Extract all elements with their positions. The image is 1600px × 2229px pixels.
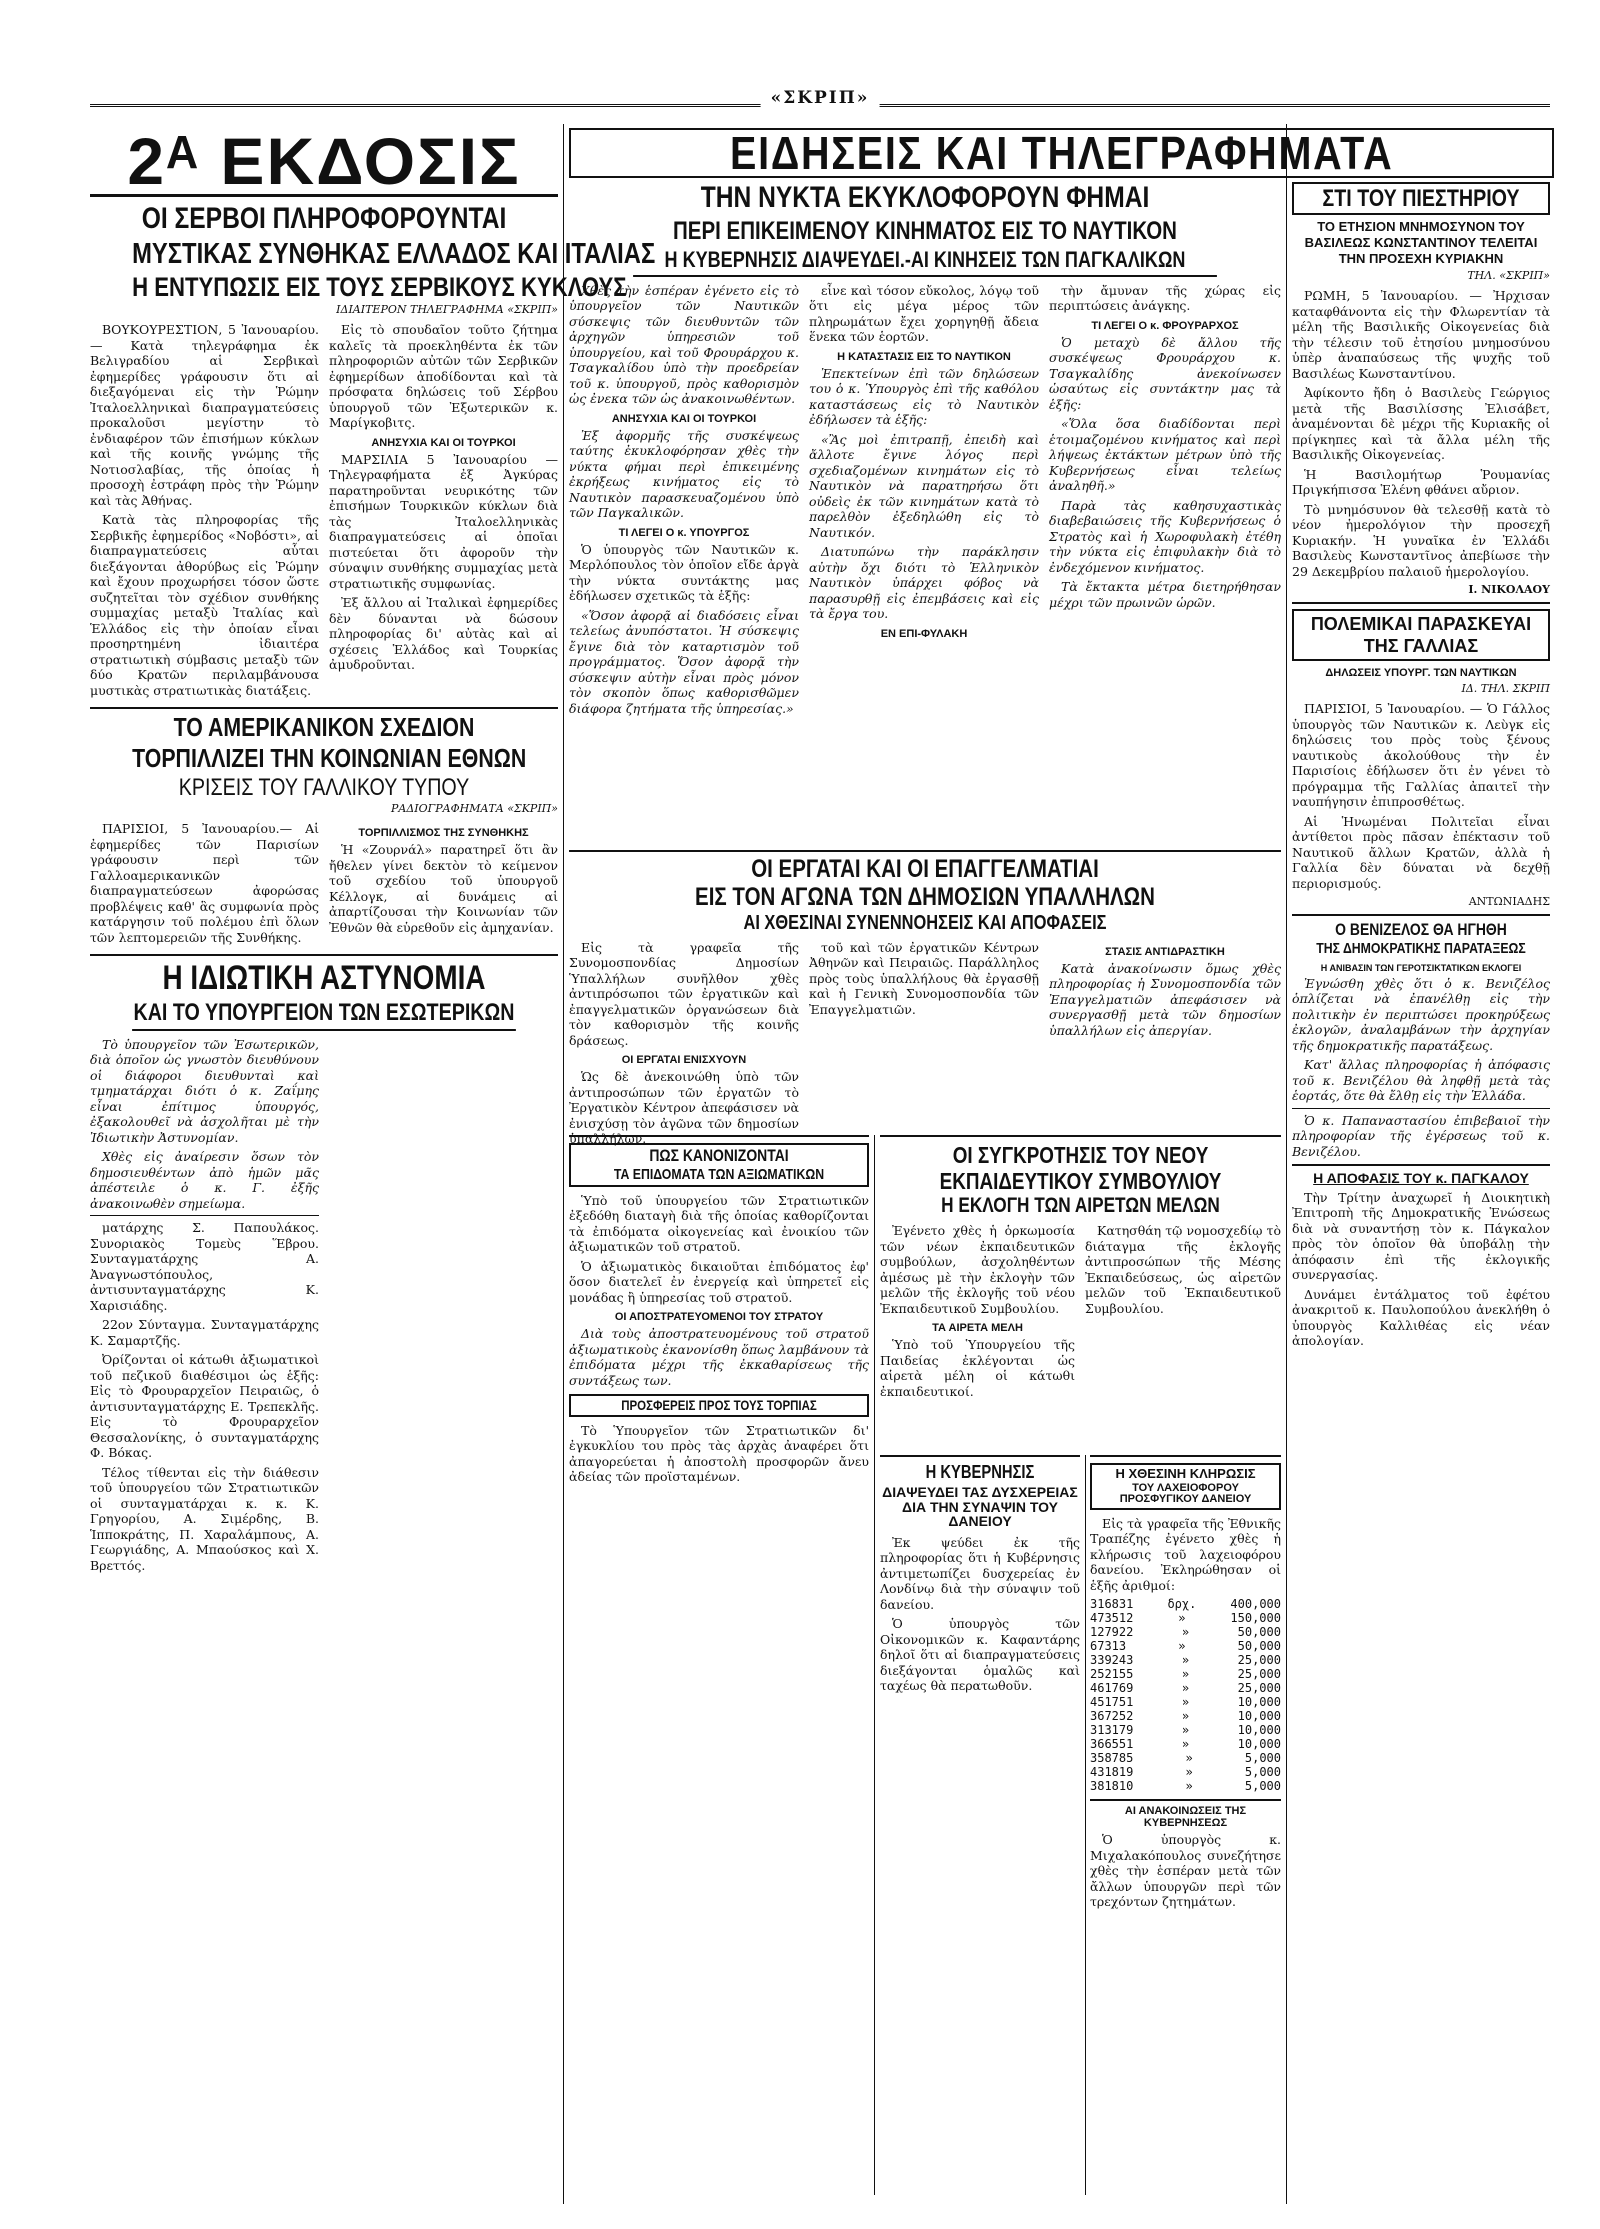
article-american-col2: [329, 821, 558, 949]
headline-refugee-loan: ΤΟΥ ΛΑΧΕΙΟΦΟΡΟΥ ΠΡΟΣΦΥΓΙΚΟΥ ΔΑΝΕΙΟΥ: [1119, 1481, 1252, 1506]
divider: [1292, 1164, 1550, 1166]
subheading: ΟΙ ΑΠΟΣΤΡΑΤΕΥΟΜΕΝΟΙ ΤΟΥ ΣΤΡΑΤΟΥ: [614, 1311, 824, 1324]
masthead: [90, 88, 1550, 118]
lottery-number: 358785: [1090, 1751, 1134, 1766]
article-american: [90, 821, 558, 949]
subheading: Η ΑΝΙΒΑΣΙΝ ΤΩΝ ΓΕΡΟΤΣΙΚΤΑΤΙΚΩΝ ΕΚΛΟΓΕΙ: [1320, 962, 1522, 973]
paragraph: Ἀφίκοντο ἤδη ὁ Βασιλεὺς Γεώργιος μετὰ τῆς Βασιλίσσης Ἐλισάβετ, ἀναμένονται δὲ μέχρι τῆς Κυριακῆς οἱ πρίγκηπες καὶ τὰ ἄλλα μέλη τῆς Βασιλικῆς Οἰκογενείας.: [1292, 385, 1550, 463]
lottery-prize: 5,000: [1244, 1765, 1281, 1780]
lottery-number: 366551: [1090, 1737, 1134, 1752]
paragraph: τοῦ καὶ τῶν ἐργατικῶν Κέντρων Ἀθηνῶν καὶ Πειραιῶς. Παράλληλος πρὸς τοὺς ὑπαλλήλους θὰ ἐργασθῇ καὶ ἡ Γενικὴ Συνομοσπονδία τῶν Ἐπαγγελματιῶν.: [809, 939, 1039, 1017]
paragraph: εἶνε καὶ τόσον εὔκολος, λόγῳ τοῦ ὅτι εἰς μέγα μέρος τῶν πληρωμάτων ἔχει χορηγηθῇ ἄδεια ἕνεκα τῶν ἑορτῶν.: [809, 282, 1039, 345]
paragraph: Χθὲς εἰς ἀναίρεσιν ὅσων τὸν δημοσιευθέντων ἀπὸ ἡμῶν μᾶς ἀπέστειλε ὁ κ. Γ. ἐξῆς ἀνακοινωθὲν σημείωμα.: [90, 1149, 319, 1211]
paragraph: Ἡ Βασιλομήτωρ Ῥουμανίας Πριγκήπισσα Ἑλένη φθάνει αὔριον.: [1292, 466, 1550, 498]
article-police-col1: [90, 1037, 319, 1578]
paragraph: Ὀρίζονται οἱ κάτωθι ἀξιωματικοὶ τοῦ πεζικοῦ διαθέσιμοι ὡς ἑξῆς: Εἰς τὸ Φρουραρχεῖον Πειραιῶς, ὁ ἀντισυνταγματάρχης Ε. Τρεπεκλῆς. Εἰς τὸ Φρουραρχεῖον Θεσσαλονίκης, ὁ συνταγματάρχης Φ. Βόκας.: [90, 1352, 319, 1461]
lottery-number: 473512: [1090, 1611, 1134, 1626]
paragraph: Κατησθάη τῷ νομοσχεδίῳ τὸ διάταγμα τῆς ἐκλογῆς ἀντιπροσώπων τῆς Μέσης Ἐκπαιδεύσεως, ὡς αἱρετῶν μελῶν τοῦ Ἐκπαιδευτικοῦ Συμβουλίου.: [1085, 1223, 1281, 1316]
paragraph: Ἐπεκτείνων ἐπὶ τῶν δηλώσεων του ὁ κ. Ὑπουργὸς ἐπὶ τῆς καθόλου καταστάσεως εἰς τὸ Ναυτικὸν ἐδήλωσεν τὰ ἑξῆς:: [809, 365, 1039, 428]
divider: [90, 707, 558, 709]
paragraph: Τὸ μνημόσυνον θὰ τελεσθῇ κατὰ τὸ νέον ἡμερολόγιον τὴν προσεχῆ Κυριακήν. Ἡ γυναῖκα ἐν Ἑλλάδι Βασιλεὺς Κωνσταντῖνος ἀπεβίωσε τὴν 29 Δεκεμβρίου παλαιοῦ ἡμερολογίου.: [1292, 501, 1550, 579]
lottery-currency: »: [1181, 1695, 1190, 1710]
subheading: ΑΝΗΣΥΧΙΑ ΚΑΙ ΟΙ ΤΟΥΡΚΟΙ: [611, 412, 757, 425]
masthead-name: «ΣΚΡΙΠ»: [761, 88, 880, 108]
paragraph: Κατὰ τὰς πληροφορίας τῆς Σερβικῆς ἐφημερίδος «Νοβόστι», αἱ διαπραγματεύσεις αὗται διεξάγονται ἀθορύβως εἰς Ῥώμην καὶ ἔχουν προχωρήσει τόσον ὥστε συζητεῖται τὸν σχέδιον συνθήκης συμμαχίας μεταξὺ Ἰταλίας καὶ Ἑλλάδος εἰς τὴν ὁποίαν εἶναι προσηρτημένη ἰδιαιτέρα στρατιωτικὴ σύμβασις μεταξὺ τῶν δύο Κρατῶν περιλαμβάνουσα μυστικὰς στρατιωτικὰς διατάξεις.: [90, 512, 319, 698]
lottery-number: 451751: [1090, 1695, 1134, 1710]
article-american-col1: [90, 821, 319, 949]
lottery-row: [1090, 1639, 1281, 1653]
education-body: [880, 1223, 1281, 1403]
headline-war-prep: ΠΟΛΕΜΙΚΑΙ ΠΑΡΑΣΚΕΥΑΙ ΤΗΣ ΓΑΛΛΙΑΣ: [1310, 614, 1532, 657]
edition-title: 2ᴬ ΕΚΔΟΣΙΣ: [90, 128, 558, 197]
paragraph: Τὸ Ὑπουργεῖον τῶν Στρατιωτικῶν δι' ἐγκυκλίου του πρὸς τὰς ἀρχὰς ἀναφέρει ὅτι ἀπαγορεύεται ἡ ἀποστολὴ προσφορῶν ἄνευ ἀδείας τῶν προϊσταμένων.: [569, 1422, 869, 1485]
article-allowances: [569, 1135, 869, 2203]
paragraph: Ὑπὸ τοῦ ὑπουργείου τῶν Στρατιωτικῶν ἐξεδόθη διαταγὴ διὰ τῆς ὁποίας καθορίζονται τὰ ἐπιδόματα οἰκογενείας καὶ ἐνοικίου τῶν ἀξιωματικῶν τοῦ στρατοῦ.: [569, 1192, 869, 1255]
article-workers-col3: [1049, 940, 1281, 1151]
paragraph: Δυνάμει ἐντάλματος τοῦ ἐφέτου ἀνακριτοῦ κ. Παυλοπούλου ἀνεκλήθη ὁ ὑπουργὸς Καλλιθέας εἰς νέαν ἀπολογίαν.: [1292, 1286, 1550, 1349]
headline-private-police: Η ΙΔΙΩΤΙΚΗ ΑΣΤΥΝΟΜΙΑ: [162, 959, 486, 998]
lottery-prize: 25,000: [1237, 1653, 1281, 1668]
article-police: [90, 1037, 558, 1578]
headline-interior-ministry: ΚΑΙ ΤΟ ΥΠΟΥΡΓΕΙΟΝ ΤΩΝ ΕΣΩΤΕΡΙΚΩΝ: [132, 1000, 516, 1031]
headline-civil-servants: ΕΙΣ ΤΟΝ ΑΓΩΝΑ ΤΩΝ ΔΗΜΟΣΙΩΝ ΥΠΑΛΛΗΛΩΝ: [695, 883, 1155, 912]
paragraph: Διὰ τοὺς ἀποστρατευομένους τοῦ στρατοῦ ἀξιωματικοὺς ἐκανονίσθη ὅπως λαμβάνουν τὰ ἐπιδόματα μέχρι τῆς ἐκκαθαρίσεως τῆς συντάξεως των.: [569, 1326, 869, 1388]
headline-how-regulated: ΠΩΣ ΚΑΝΟΝΙΖΟΝΤΑΙ: [649, 1146, 789, 1165]
article-navy-rumors: [569, 182, 1281, 842]
headline-government: Η ΚΥΒΕΡΝΗΣΙΣ: [925, 1462, 1035, 1482]
headline-election: Η ΕΚΛΟΓΗ ΤΩΝ ΑΙΡΕΤΩΝ ΜΕΛΩΝ: [941, 1194, 1220, 1218]
lottery-number: 67313: [1090, 1639, 1127, 1654]
press-box: [1292, 182, 1550, 215]
allowances-heading-box: [569, 1143, 869, 1187]
lottery-row: [1090, 1695, 1281, 1709]
education-col1: [880, 1223, 1075, 1403]
lottery-currency: »: [1185, 1751, 1193, 1766]
article-serbs-col2: [329, 322, 558, 702]
lottery-currency: »: [1181, 1737, 1190, 1752]
column-right: [1292, 182, 1550, 2202]
divider: [1292, 914, 1550, 916]
lottery-currency: »: [1181, 1625, 1190, 1640]
subheading: ΕΝ ΕΠΙ-ΦΥΛΑΚΗ: [880, 627, 968, 640]
paragraph: Τὰ ἔκτακτα μέτρα διετηρήθησαν μέχρι τῶν πρωινῶν ὡρῶν.: [1049, 579, 1281, 610]
paragraph: Ὁ μεταχὺ δὲ ἄλλου τῆς συσκέψεως Φρουράρχου κ. Τσαγκαλίδης ἀνεκοίνωσεν ὡσαύτως εἰς συντάκτην μας τὰ ἑξῆς:: [1049, 334, 1281, 412]
offers-heading-box: [569, 1394, 869, 1417]
headline-torpedoes: ΤΟΡΠΙΛΛΙΖΕΙ ΤΗΝ ΚΟΙΝΩΝΙΑΝ ΕΘΝΩΝ: [132, 742, 527, 773]
paragraph: Τὸ ὑπουργεῖον τῶν Ἐσωτερικῶν, διὰ ὁποῖον ὡς γνωστὸν διευθύνουν οἱ διάφοροι διευθυνταὶ καὶ τμηματάρχαι διότι ὁ κ. Ζαΐμης εἶναι ἐπίτιμος ὑπουργός, ἐξακολουθεῖ νὰ ἀσχολῆται μὲ τὴν Ἰδιωτικὴν Ἀστυνομίαν.: [90, 1036, 319, 1145]
article-workers: [569, 850, 1281, 1146]
paragraph: Εἰς τὰ γραφεῖα τῆς Ἐθνικῆς Τραπέζης ἐγένετο χθὲς ἡ κλήρωσις τοῦ λαχειοφόρου δανείου. Ἐκληρώθησαν οἱ ἑξῆς ἀριθμοί:: [1090, 1515, 1281, 1593]
paragraph: ΡΩΜΗ, 5 Ἰανουαρίου. — Ἠρχισαν καταφθάνοντα εἰς τὴν Φλωρεντίαν τὰ μέλη τῆς Βασιλικῆς Οἰκογενείας διὰ τὴν τέλεσιν τοῦ ἐτησίου μνημοσύνου ὑπὲρ ἀναπαύσεως τῆς ψυχῆς τοῦ Βασιλέως Κωνσταντίνου.: [1292, 288, 1550, 381]
paragraph: Ἐκ ψεύδει ἐκ τῆς πληροφορίας ὅτι ἡ Κυβέρνησις ἀντιμετωπίζει δυσχερείας ἐν Λονδίνῳ διὰ τὴν σύναψιν τοῦ δανείου.: [880, 1534, 1080, 1612]
lottery-currency: »: [1185, 1765, 1193, 1780]
lottery-row: [1090, 1723, 1281, 1737]
article-workers-col1: [569, 940, 799, 1151]
column-rule: [1085, 1455, 1086, 2195]
headline-loan-difficulties: ΔΙΑΨΕΥΔΕΙ ΤΑΣ ΔΥΣΧΕΡΕΙΑΣ ΔΙΑ ΤΗΝ ΣΥΝΑΨΙΝ ΤΟΥ ΔΑΝΕΙΟΥ: [882, 1483, 1078, 1530]
headline-lottery: Η ΧΘΕΣΙΝΗ ΚΛΗΡΩΣΙΣ: [1115, 1466, 1256, 1481]
headline-navy-coup: ΠΕΡΙ ΕΠΙΚΕΙΜΕΝΟΥ ΚΙΝΗΜΑΤΟΣ ΕΙΣ ΤΟ ΝΑΥΤΙΚΟΝ: [673, 216, 1177, 245]
paragraph: ΒΟΥΚΟΥΡΕΣΤΙΟΝ, 5 Ἰανουαρίου. — Κατὰ τηλεγράφημα ἐκ Βελιγραδίου αἱ Σερβικαὶ ἐφημερίδες γράφουσιν ὅτι αἱ διεξαγόμεναι εἰς τὴν Ῥώμην Ἰταλοελληνικαὶ διαπραγματεύσεις προκαλοῦσι μεγίστην τὸ ἐνδιαφέρον τῶν ἐπισήμων κύκλων καὶ τῆς κοινῆς γνώμης τῆς Νοτιοσλαβίας, τῆς ὁποίας ἡ προσοχὴ ἐστράφη πρὸς τὴν Ῥώμην καὶ τὰς Ἀθήνας.: [90, 322, 319, 508]
paragraph: Ὑπὸ τοῦ Ὑπουργείου τῆς Παιδείας ἐκλέγονται ὡς αἱρετὰ μέλη οἱ κάτωθι ἐκπαιδευτικοί.: [880, 1337, 1075, 1399]
lottery-row: [1090, 1765, 1281, 1779]
lottery-currency: »: [1181, 1681, 1190, 1696]
paragraph: Ὁ ἀξιωματικὸς δικαιοῦται ἐπιδόματος ἐφ' ὅσον διατελεῖ ἐν ἐνεργείᾳ καὶ ὑπηρετεῖ εἰς μονάδας ἢ ὑπηρεσίας τοῦ στρατοῦ.: [569, 1258, 869, 1305]
headline-impression: Η ΕΝΤΥΠΩΣΙΣ ΕΙΣ ΤΟΥΣ ΣΕΡΒΙΚΟΥΣ ΚΥΚΛΟΥΣ: [132, 271, 627, 302]
divider: [1292, 1108, 1550, 1109]
paragraph: «Ὅσον ἀφορᾷ αἱ διαδόσεις εἶναι τελείως ἀνυπόστατοι. Ἡ σύσκεψις ἔγινε διὰ τὸν καταρτισμὸν τοῦ προγράμματος. Ὅσον ἀφορᾷ τὴν σύσκεψιν αὐτὴν εἶναι πρὸς μόνον τὸν σκοπὸν ὅπως καθορισθῶμεν διάφορα ζητήματα τῆς ὑπηρεσίας.»: [569, 607, 799, 716]
headline-democratic: ΤΗΣ ΔΗΜΟΚΡΑΤΙΚΗΣ ΠΑΡΑΤΑΞΕΩΣ: [1316, 940, 1526, 958]
divider: [90, 954, 558, 956]
lottery-number: 316831: [1090, 1597, 1134, 1612]
article-education-council: [880, 1135, 1281, 1453]
subheading: ΑΝΗΣΥΧΙΑ ΚΑΙ ΟΙ ΤΟΥΡΚΟΙ: [371, 436, 516, 449]
lottery-number: 127922: [1090, 1625, 1134, 1640]
subheading: ΟΙ ΕΡΓΑΤΑΙ ΕΝΙΣΧΥΟΥΝ: [621, 1054, 747, 1066]
paragraph: ΠΑΡΙΣΙΟΙ, 5 Ἰανουαρίου. — Ὁ Γάλλος ὑπουργὸς τῶν Ναυτικῶν κ. Λεὺγκ εἰς δηλώσεις του πρὸς τοὺς ξένους ναυτικοὺς ἀκολούθους τὴν ἐν Παρισίοις ἐδήλωσεν ὅτι ἐν γένει τὸ πρόγραμμα τῆς Γαλλίας ἀπαιτεῖ τὴν ναυπήγησιν ἐπιπροσθέτως.: [1292, 701, 1550, 810]
paragraph: Αἱ Ἡνωμέναι Πολιτεῖαι εἶναι ἀντίθετοι πρὸς πᾶσαν ἐπέκτασιν τοῦ Ναυτικοῦ ἄλλων Κρατῶν, ἀλλὰ ἡ Γαλλία δὲν δύναται νὰ δεχθῇ περιορισμούς.: [1292, 813, 1550, 891]
headline-press: ΣΤΙ ΤΟΥ ΠΙΕΣΤΗΡΙΟΥ: [1322, 185, 1520, 212]
paragraph: τὴν ἄμυναν τῆς χώρας εἰς περιπτώσεις ἀνάγκης.: [1049, 282, 1281, 314]
headline-officer-allowances: ΤΑ ΕΠΙΔΟΜΑΤΑ ΤΩΝ ΑΞΙΩΜΑΤΙΚΩΝ: [613, 1165, 825, 1183]
news-banner-title: ΕΙΔΗΣΕΙΣ ΚΑΙ ΤΗΛΕΓΡΑΦΗΜΑΤΑ: [729, 127, 1394, 179]
headline-memorial: ΤΟ ΕΤΗΣΙΟΝ ΜΝΗΜΟΣΥΝΟΝ ΤΟΥ ΒΑΣΙΛΕΩΣ ΚΩΝΣΤΑΝΤΙΝΟΥ ΤΕΛΕΙΤΑΙ ΤΗΝ ΠΡΟΣΕΧΗ ΚΥΡΙΑΚΗΝ: [1304, 219, 1538, 267]
headline-american-plan: ΤΟ ΑΜΕΡΙΚΑΝΙΚΟΝ ΣΧΕΔΙΟΝ: [173, 712, 475, 743]
lottery-currency: »: [1181, 1667, 1190, 1682]
headline-pangalos: Η ΑΠΟΦΑΣΙΣ ΤΟΥ κ. ΠΑΓΚΑΛΟΥ: [1313, 1170, 1529, 1187]
lottery-number: 431819: [1090, 1765, 1134, 1780]
war-prep-box: [1292, 609, 1550, 661]
headline-consultations: ΑΙ ΧΘΕΣΙΝΑΙ ΣΥΝΕΝΝΟΗΣΕΙΣ ΚΑΙ ΑΠΟΦΑΣΕΙΣ: [743, 911, 1107, 934]
article-navy-body: [569, 283, 1281, 721]
article-navy-col3: [1049, 283, 1281, 721]
paragraph: Εἰς τὰ γραφεῖα τῆς Συνομοσπονδίας Δημοσίων Ὑπαλλήλων συνῆλθον χθὲς ἀντιπρόσωποι τῶν ἐργατικῶν καὶ ἐπαγγελματικῶν ὀργανώσεων διὰ τὸν καθορισμὸν τῆς κοινῆς δράσεως.: [569, 939, 799, 1048]
lottery-prize: 5,000: [1244, 1779, 1281, 1794]
paragraph: Ἐγνώσθη χθὲς ὅτι ὁ κ. Βενιζέλος ὁπλίζεται νὰ ἐπανέλθῃ εἰς τὴν πολιτικὴν ἐν περιπτώσει προκηρύξεως ἐκλογῶν, ἀναλαμβάνων τὴν ἀρχηγίαν τῆς δημοκρατικῆς παρατάξεως.: [1292, 975, 1550, 1053]
article-navy-col2: [809, 283, 1039, 721]
divider: [1292, 602, 1550, 604]
article-serbs-col1: [90, 322, 319, 702]
paragraph: Κατὰ ἀνακοίνωσιν ὅμως χθὲς πληροφορίας ἡ Συνομοσπονδία τῶν Ἐπαγγελματιῶν ἀπεφάσισεν νὰ συνεργασθῇ μετὰ τῶν δημοσίων ὑπαλλήλων εἰς ἀπεργίαν.: [1049, 960, 1281, 1038]
paragraph: Ὁ ὑπουργὸς τῶν Ναυτικῶν κ. Μερλόπουλος τὸν ὁποῖον εἴδε ἀργὰ τὴν νύκτα συντάκτης μας ἐδήλωσεν σχετικῶς τὰ ἑξῆς:: [569, 541, 799, 604]
paragraph: ΜΑΡΣΙΛΙΑ 5 Ἰανουαρίου — Τηλεγραφήματα ἐξ Ἀγκύρας παρατηροῦνται νευρικότης τῶν ἐπισήμων Τουρκικῶν κύκλων διὰ τὰς Ἰταλοελληνικὰς διαπραγματεύσεις αἱ ὁποῖαι πιστεύεται ὅτι ἀφοροῦν τὴν σύναψιν συνθήκης συμμαχίας μετὰ στρατιωτικῆς συμφωνίας.: [329, 451, 558, 591]
article-lottery: [1090, 1455, 1281, 2203]
lottery-row: [1090, 1681, 1281, 1695]
lottery-prize: 50,000: [1237, 1625, 1281, 1640]
lottery-heading-box: [1090, 1463, 1281, 1510]
paragraph: Ὡς δὲ ἀνεκοινώθη ὑπὸ τῶν ἀντιπροσώπων τῶν ἐργατῶν τὸ Ἐργατικὸν Κέντρον ἀπεφάσισεν νὰ ἐνισχύσῃ τὸν ἀγῶνα τῶν δημοσίων ὑπαλλήλων.: [569, 1069, 799, 1146]
headline-composition: ΟΙ ΣΥΓΚΡΟΤΗΣΙΣ ΤΟΥ ΝΕΟΥ: [952, 1142, 1209, 1168]
lottery-row: [1090, 1737, 1281, 1751]
headline-offers: ΠΡΟΣΦΕΡΕΙΣ ΠΡΟΣ ΤΟΥΣ ΤΟΡΠΙΑΣ: [621, 1397, 817, 1414]
lottery-prize: 25,000: [1237, 1667, 1281, 1682]
subheading: ΤΑ ΑΙΡΕΤΑ ΜΕΛΗ: [932, 1322, 1023, 1335]
divider: [90, 1215, 319, 1216]
lottery-row: [1090, 1751, 1281, 1765]
lottery-prize: 150,000: [1230, 1611, 1281, 1626]
headline-french-press: ΚΡΙΣΕΙΣ ΤΟΥ ΓΑΛΛΙΚΟΥ ΤΥΠΟΥ: [178, 773, 470, 801]
byline: ΙΔ. ΤΗΛ. ΣΚΡΙΠ: [1461, 682, 1550, 696]
paragraph: Ἐξ ἀφορμῆς τῆς συσκέψεως ταύτης ἐκυκλοφόρησαν χθὲς τὴν νύκτα φήμαι περὶ ἐπικειμένης ἐκρήξεως κινήματος εἰς τὸ Ναυτικὸν παρασκευαζομένου ὑπὸ τῶν Παγκαλικῶν.: [569, 427, 799, 521]
article-loan: [880, 1455, 1080, 2203]
lottery-prize: 10,000: [1237, 1695, 1281, 1710]
lottery-number: 367252: [1090, 1709, 1134, 1724]
paragraph: Διατυπώνω τὴν παράκλησιν αὐτὴν ὄχι διότι τὸ Ἑλληνικὸν Ναυτικὸν ὑπάρχει φόβος νὰ παρασυρθῇ εἰς ἐπεμβάσεις καὶ εἰς τὰ ἔργα του.: [809, 544, 1039, 622]
subheading: ΤΙ ΛΕΓΕΙ Ο κ. ΦΡΟΥΡΑΡΧΟΣ: [1091, 319, 1239, 332]
paragraph: Ὁ ὑπουργὸς κ. Μιχαλακόπουλος συνεζήτησε χθὲς τὴν ἑσπέραν μετὰ τῶν ἄλλων ὑπουργῶν περὶ τῶν τρεχόντων ζητημάτων.: [1090, 1832, 1281, 1910]
subheading: ΔΗΛΩΣΕΙΣ ΥΠΟΥΡΓ. ΤΩΝ ΝΑΥΤΙΚΩΝ: [1325, 667, 1517, 680]
column-rule: [563, 124, 564, 2204]
byline: ΡΑΔΙΟΓΡΑΦΗΜΑΤΑ «ΣΚΡΙΠ»: [390, 802, 558, 816]
lottery-currency: δρχ.: [1167, 1597, 1197, 1612]
article-police-col2: [329, 1037, 558, 1578]
subheading: Η ΚΑΤΑΣΤΑΣΙΣ ΕΙΣ ΤΟ ΝΑΥΤΙΚΟΝ: [837, 350, 1011, 363]
lottery-prize: 10,000: [1237, 1723, 1281, 1738]
education-col2: [1085, 1223, 1281, 1403]
lottery-currency: »: [1181, 1653, 1190, 1668]
byline: ΙΔΙΑΙΤΕΡΟΝ ΤΗΛΕΓΡΑΦΗΜΑ «ΣΚΡΙΠ»: [336, 303, 558, 317]
headline-workers: ΟΙ ΕΡΓΑΤΑΙ ΚΑΙ ΟΙ ΕΠΑΓΓΕΛΜΑΤΙΑΙ: [751, 855, 1099, 883]
lottery-prize: 400,000: [1230, 1597, 1281, 1612]
headline-education-council: ΕΚΠΑΙΔΕΥΤΙΚΟΥ ΣΥΜΒΟΥΛΙΟΥ: [939, 1168, 1222, 1195]
article-navy-col1: [569, 283, 799, 721]
lottery-row: [1090, 1625, 1281, 1639]
lottery-currency: »: [1181, 1709, 1190, 1724]
lottery-number: 313179: [1090, 1723, 1134, 1738]
lottery-row: [1090, 1709, 1281, 1723]
headline-government-denies: Η ΚΥΒΕΡΝΗΣΙΣ ΔΙΑΨΕΥΔΕΙ.-ΑΙ ΚΙΝΗΣΕΙΣ ΤΩΝ ΠΑΓΚΑΛΙΚΩΝ: [633, 248, 1217, 277]
lottery-currency: »: [1185, 1779, 1193, 1794]
paragraph: 22ον Σύνταγμα. Συνταγματάρχης Κ. Σαμαρτζῆς.: [90, 1317, 319, 1348]
lottery-row: [1090, 1779, 1281, 1793]
paragraph: ματάρχης Σ. Παπουλάκος. Συνοριακὸς Τομεὺς Ἕβρου. Συνταγματάρχης Α. Ἀναγνωστόπουλος, ἀντισυνταγματάρχης Κ. Χαρισιάδης.: [90, 1220, 319, 1313]
subheading: ΤΙ ΛΕΓΕΙ Ο κ. ΥΠΟΥΡΓΟΣ: [618, 526, 750, 539]
lottery-row: [1090, 1597, 1281, 1611]
lottery-table: [1090, 1597, 1281, 1793]
signature: Ι. ΝΙΚΟΛΑΟΥ: [1468, 583, 1550, 597]
lottery-currency: »: [1181, 1723, 1190, 1738]
subheading: ΑΙ ΑΝΑΚΟΙΝΩΣΕΙΣ ΤΗΣ ΚΥΒΕΡΝΗΣΕΩΣ: [1090, 1799, 1281, 1829]
paragraph: Ἐξ ἄλλου αἱ Ἰταλικαὶ ἐφημερίδες δὲν δύνανται νὰ δώσουν πληροφορίας δι' αὐτὰς καὶ αἱ σχέσεις Ἑλλάδος καὶ Τουρκίας ἀμυδροῦνται.: [329, 595, 558, 673]
column-rule: [874, 1135, 875, 2195]
lottery-prize: 10,000: [1237, 1709, 1281, 1724]
lottery-prize: 10,000: [1237, 1737, 1281, 1752]
headline-night-rumors: ΤΗΝ ΝΥΚΤΑ ΕΚΥΚΛΟΦΟΡΟΥΝ ΦΗΜΑΙ: [700, 181, 1150, 214]
paragraph: Χθὲς τὴν ἑσπέραν ἐγένετο εἰς τὸ ὑπουργεῖον τῶν Ναυτικῶν σύσκεψις τῶν διευθυντῶν τῶν ἀρχηγῶν ὑπηρεσιῶν τοῦ ὑπουργείου, καὶ τοῦ Φρουράρχου κ. Τσαγκαλίδου ὑπὸ τὴν προεδρείαν τοῦ κ. ὑπουργοῦ, πρὸς καθορισμὸν ὡς ἐνεκα τῶν ὡς ἀνακοινωθέντων.: [569, 282, 799, 407]
paragraph: «Ἂς μοὶ ἐπιτραπῇ, ἐπειδὴ καὶ ἄλλοτε ἔγινε λόγος περὶ σχεδιαζομένων κινημάτων εἰς τὸ Ναυτικὸν νὰ παρατηρήσω ὅτι οὐδεὶς ἐκ τῶν κινημάτων κατὰ τὸ παρελθὸν ἐξεδηλώθη εἰς τὸ Ναυτικόν.: [809, 431, 1039, 540]
lottery-number: 252155: [1090, 1667, 1134, 1682]
headline-serbs: ΟΙ ΣΕΡΒΟΙ ΠΛΗΡΟΦΟΡΟΥΝΤΑΙ: [141, 202, 507, 235]
article-workers-col2: [809, 940, 1039, 1151]
subheading: ΣΤΑΣΙΣ ΑΝΤΙΔΡΑΣΤΙΚΗ: [1105, 945, 1225, 958]
lottery-row: [1090, 1611, 1281, 1625]
paragraph: Τὴν Τρίτην ἀναχωρεῖ ἡ Διοικητικὴ Ἐπιτροπὴ τῆς Δημοκρατικῆς Ἑνώσεως διὰ νὰ συναντήσῃ τὸν κ. Πάγκαλον πρὸς τὸν ὁποῖον θὰ ὑποβάλῃ τὴν ἀπόφασιν ἐπὶ τῆς ἐκλογικῆς συνεργασίας.: [1292, 1189, 1550, 1283]
headline-venizelos: Ο ΒΕΝΙΖΕΛΟΣ ΘΑ ΗΓΗΘΗ: [1335, 920, 1507, 940]
article-serbs: [90, 322, 558, 702]
paragraph: Παρὰ τὰς καθησυχαστικὰς διαβεβαιώσεις τῆς Κυβερνήσεως ὁ Στρατὸς καὶ ἡ Χωροφυλακὴ ἐτέθη τὴν νύκτα εἰς ἐπιφυλακὴν διὰ τὸ ἐνδεχόμενον κινήματος.: [1049, 497, 1281, 575]
lottery-row: [1090, 1667, 1281, 1681]
signature: ΑΝΤΩΝΙΑΔΗΣ: [1468, 895, 1550, 909]
article-workers-body: [569, 940, 1281, 1151]
paragraph: Εἰς τὸ σπουδαῖον τοῦτο ζήτημα καλεῖς τὰ προεκληθέντα ἐκ τῶν πληροφοριῶν αὐτῶν τῶν Σερβικῶν ἐφημερίδων ἀποδίδονται καὶ τὰ πρόσφατα δηλώσεις τοῦ Σέρβου ὑπουργοῦ τῶν Ἐξωτερικῶν κ. Μαρίγκοβιτς.: [329, 322, 558, 431]
paragraph: Κατ' ἄλλας πληροφορίας ἡ ἀπόφασις τοῦ κ. Βενιζέλου θὰ ληφθῇ μετὰ τὰς ἑορτάς, ὅτε θὰ ἔλθῃ εἰς τὴν Ἑλλάδα.: [1292, 1057, 1550, 1104]
paragraph: «Ὅλα ὅσα διαδίδονται περὶ ἑτοιμαζομένου κινήματος καὶ περὶ λήψεως ἐκτάκτων μέτρων ὑπὸ τῆς Κυβερνήσεως εἶναι τελείως ἀναληθῆ.»: [1049, 416, 1281, 494]
lottery-prize: 25,000: [1237, 1681, 1281, 1696]
headline-secret-treaty: ΜΥΣΤΙΚΑΣ ΣΥΝΘΗΚΑΣ ΕΛΛΑΔΟΣ ΚΑΙ ΙΤΑΛΙΑΣ: [132, 237, 656, 270]
paragraph: Τέλος τίθενται εἰς τὴν διάθεσιν τοῦ ὑπουργείου τῶν Στρατιωτικῶν οἱ συνταγματάρχαι κ. κ. Κ. Γρηγορίου, Α. Σιμέρδης, Β. Ἱπποκράτης, Π. Χαραλάμπους, Α. Γεωργιάδης, Α. Μπαούσκος καὶ Χ. Βρεττός.: [90, 1464, 319, 1573]
subheading: ΤΟΡΠΙΛΛΙΣΜΟΣ ΤΗΣ ΣΥΝΘΗΚΗΣ: [358, 827, 529, 840]
news-banner: [569, 128, 1554, 178]
column-left: [90, 124, 656, 2188]
paragraph: Ὁ κ. Παπαναστασίου ἐπιβεβαιοῖ τὴν πληροφορίαν τῆς ἐγέρσεως τοῦ κ. Βενιζέλου.: [1292, 1112, 1550, 1159]
paragraph: Ἐγένετο χθὲς ἡ ὁρκωμοσία τῶν νέων ἐκπαιδευτικῶν συμβούλων, ἀσχοληθέντων ἀμέσως μὲ τὴν ἐκλογὴν τῶν μελῶν τῆς ἐκλογῆς τοῦ νέου Ἐκπαιδευτικοῦ Συμβουλίου.: [880, 1223, 1075, 1316]
lottery-currency: »: [1178, 1611, 1186, 1626]
lottery-number: 381810: [1090, 1779, 1134, 1794]
lottery-prize: 5,000: [1244, 1751, 1281, 1766]
lottery-currency: »: [1178, 1639, 1186, 1654]
lottery-prize: 50,000: [1237, 1639, 1281, 1654]
lottery-row: [1090, 1653, 1281, 1667]
paragraph: Ἡ «Ζουρνάλ» παρατηρεῖ ὅτι ἂν ἤθελεν γίνει δεκτὸν τὸ κείμενον τοῦ σχεδίου τοῦ ὑπουργοῦ Κέλλογκ, αἱ δυνάμεις αἱ ἀπαρτίζουσαι τὴν Κοινωνίαν τῶν Ἐθνῶν θὰ εὑρεθοῦν εἰς ἀμηχανίαν.: [329, 842, 558, 935]
paragraph: Ὁ ὑπουργὸς τῶν Οἰκονομικῶν κ. Καφαντάρης δηλοῖ ὅτι αἱ διαπραγματεύσεις διεξάγονται ὁμαλῶς καὶ ταχέως θὰ περατωθοῦν.: [880, 1616, 1080, 1694]
column-rule: [1286, 124, 1287, 2204]
lottery-number: 339243: [1090, 1653, 1134, 1668]
paragraph: ΠΑΡΙΣΙΟΙ, 5 Ἰανουαρίου.— Αἱ ἐφημερίδες τῶν Παρισίων γράφουσιν περὶ τῶν Γαλλοαμερικανικῶν διαπραγματεύσεων ἀφορώσας προβλέψεις καθ' ἃς συμφωνία πρὸς κατάργησιν τοῦ πολέμου ἐπὶ ὅλων τῶν λεπτομερειῶν τῆς Συνθήκης.: [90, 821, 319, 945]
byline: ΤΗΛ. «ΣΚΡΙΠ»: [1467, 269, 1550, 283]
lottery-number: 461769: [1090, 1681, 1134, 1696]
